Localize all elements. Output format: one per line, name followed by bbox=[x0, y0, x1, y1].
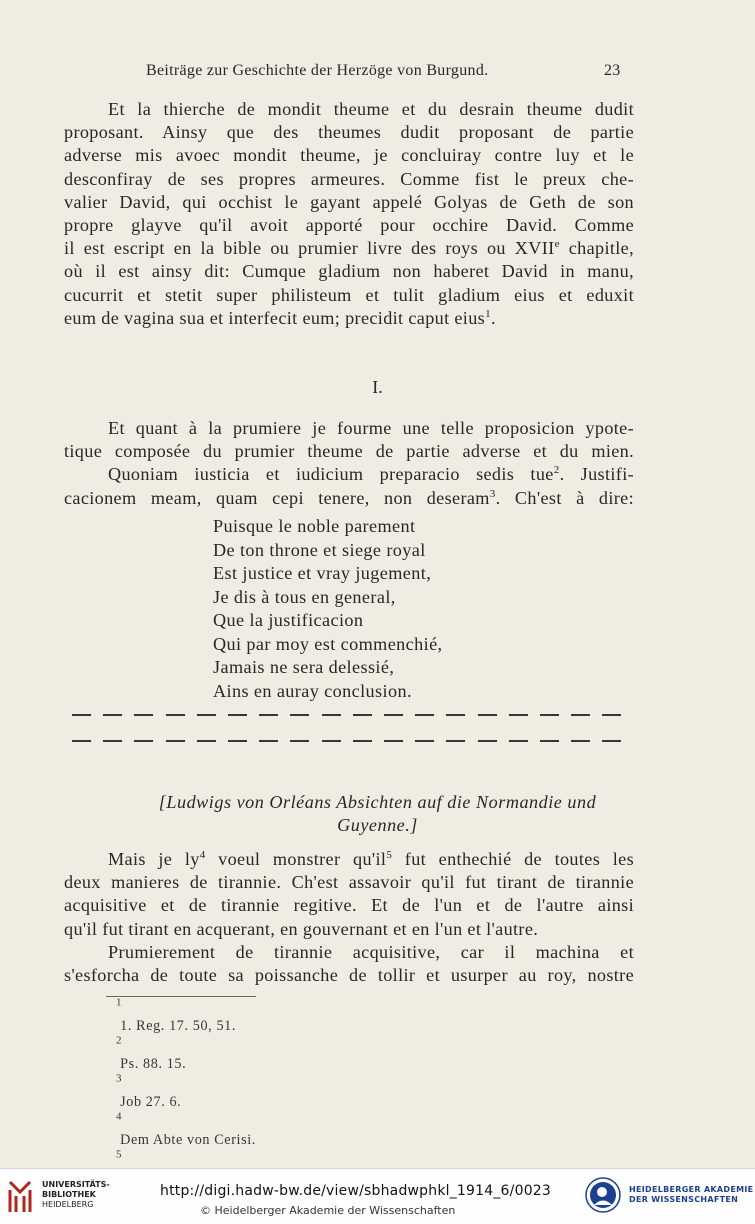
dash-mark bbox=[478, 714, 497, 716]
academy-name: HEIDELBERGER AKADEMIE DER WISSENSCHAFTEN bbox=[629, 1185, 754, 1204]
dash-mark bbox=[322, 714, 341, 716]
dash-mark bbox=[166, 740, 185, 742]
text-line: desconfiray de ses propres armeures. Comme fist le preux che- bbox=[64, 168, 634, 189]
copyright-notice: © Heidelberger Akademie der Wissenschaften bbox=[200, 1204, 456, 1217]
page-number: 23 bbox=[604, 62, 621, 79]
footnote-marker: 5 bbox=[116, 1148, 123, 1161]
text-line: qu'il fut tirant en acquerant, en gouvernant et en l'un et l'autre. bbox=[64, 918, 539, 939]
text-line: valier David, qui occhist le gayant appelé Golyas de Geth de son bbox=[64, 191, 634, 212]
footnote-marker: 3 bbox=[489, 487, 496, 500]
text-line: Et la thierche de mondit theume et du desrain theume dudit bbox=[108, 99, 634, 119]
paragraph-2 bbox=[64, 417, 634, 510]
dash-mark bbox=[509, 740, 528, 742]
dash-mark bbox=[478, 740, 497, 742]
superscript: e bbox=[554, 238, 560, 251]
university-library-name: UNIVERSITÄTS- BIBLIOTHEK HEIDELBERG bbox=[42, 1180, 110, 1209]
footnote-marker: 2 bbox=[553, 464, 560, 477]
permalink-url[interactable]: http://digi.hadw-bw.de/view/sbhadwphkl_1914_6/0023 bbox=[160, 1183, 552, 1199]
text-line: Quoniam iusticia et iudicium preparacio sedis tue$^2$. Justifi- bbox=[108, 464, 634, 485]
text-line: eum de vagina sua et interfecit eum; precidit caput eius$^1$. bbox=[64, 307, 496, 328]
dash-mark bbox=[384, 714, 403, 716]
footnote-text: Ps. 88. 15. bbox=[116, 1056, 199, 1072]
footnote-line bbox=[116, 998, 268, 1112]
text-line: acquisitive et de tirannie regitive. Et de l'un et de l'autre ainsi bbox=[64, 895, 634, 916]
footnote-marker: 2 bbox=[116, 1034, 123, 1047]
verse-line: Que la justificacion bbox=[213, 610, 364, 630]
verse-line: Qui par moy est commenchié, bbox=[213, 633, 443, 654]
dash-mark bbox=[571, 714, 590, 716]
verse-line: Puisque le noble parement bbox=[213, 516, 416, 536]
verse-line: Jamais ne sera delessié, bbox=[213, 657, 395, 677]
footnote-text: 1. Reg. 17. 50, 51. bbox=[116, 1018, 249, 1034]
dash-mark bbox=[415, 740, 434, 742]
omission-dashes bbox=[72, 740, 632, 742]
dash-mark bbox=[134, 740, 153, 742]
dash-mark bbox=[166, 714, 185, 716]
dash-mark bbox=[228, 740, 247, 742]
university-library-logo-icon bbox=[6, 1178, 34, 1216]
viewer-footer bbox=[0, 1168, 755, 1224]
dash-mark bbox=[415, 714, 434, 716]
dash-mark bbox=[322, 740, 341, 742]
dash-mark bbox=[290, 714, 309, 716]
text-line: proposant. Ainsy que des theumes dudit proposant de partie bbox=[64, 122, 634, 143]
dash-mark bbox=[134, 714, 153, 716]
section-numeral: I. bbox=[372, 377, 383, 397]
dash-mark bbox=[290, 740, 309, 742]
dash-mark bbox=[540, 714, 559, 716]
text-line: s'esforcha de toute sa poissanche de tollir et usurper au roy, nostre bbox=[64, 964, 634, 985]
omission-dashes bbox=[72, 714, 632, 716]
text-line: propre glayve qu'il avoit apporté pour occhire David. Comme bbox=[64, 214, 634, 235]
dash-mark bbox=[197, 714, 216, 716]
dash-mark bbox=[72, 740, 91, 742]
text-line: où il est ainsy dit: Cumque gladium non haberet David in manu, bbox=[64, 261, 634, 282]
dash-mark bbox=[571, 740, 590, 742]
footnote-text: Job 27. 6. bbox=[116, 1094, 182, 1110]
footnote-marker: 1 bbox=[485, 307, 491, 320]
verse-block bbox=[213, 515, 443, 703]
text-line: Mais je $ly^4$ voeul monstrer $qu'il^5$ fut enthechié de toutes les bbox=[108, 848, 634, 869]
dash-mark bbox=[602, 740, 621, 742]
heading-line: Guyenne.] bbox=[337, 815, 418, 835]
heading-line: [Ludwigs von Orléans Absichten auf die Normandie und bbox=[158, 792, 597, 812]
dash-mark bbox=[228, 714, 247, 716]
dash-mark bbox=[103, 714, 122, 716]
dash-mark bbox=[446, 714, 465, 716]
dash-mark bbox=[259, 740, 278, 742]
footnote-marker: 1 bbox=[116, 996, 123, 1009]
running-title: Beiträge zur Geschichte der Herzöge von Burgund. bbox=[146, 62, 489, 79]
text-line: Prumierement de tirannie acquisitive, car il machina et bbox=[108, 941, 634, 962]
text-line: Et quant à la prumiere je fourme une telle proposicion ypote- bbox=[108, 418, 634, 438]
verse-line: Je dis à tous en general, bbox=[213, 586, 396, 607]
dash-mark bbox=[509, 714, 528, 716]
paragraph-1 bbox=[64, 98, 634, 330]
text-line: deux manieres de tirannie. Ch'est assavoir qu'il fut tirant de tirannie bbox=[64, 872, 634, 893]
dash-mark bbox=[446, 740, 465, 742]
dash-mark bbox=[197, 740, 216, 742]
dash-mark bbox=[353, 714, 372, 716]
verse-line: De ton throne et siege royal bbox=[213, 539, 426, 560]
footnote-text: Dem Abte von Cerisi. bbox=[116, 1132, 269, 1148]
dash-mark bbox=[103, 740, 122, 742]
academy-seal-icon bbox=[585, 1177, 621, 1213]
dash-mark bbox=[353, 740, 372, 742]
dash-mark bbox=[540, 740, 559, 742]
footnote-rule bbox=[106, 996, 256, 997]
text-line: adverse mis avoec mondit theume, je concluiray contre luy et le bbox=[64, 145, 634, 166]
text-line: cacionem meam, quam cepi tenere, non deseram$^3$. Ch'est à dire: bbox=[64, 487, 634, 508]
footnote-marker: 3 bbox=[116, 1072, 123, 1085]
dash-mark bbox=[72, 714, 91, 716]
dash-mark bbox=[384, 740, 403, 742]
footnote-marker: 4 bbox=[116, 1110, 123, 1123]
footnote-marker: 4 bbox=[199, 848, 206, 861]
dash-mark bbox=[602, 714, 621, 716]
dash-mark bbox=[259, 714, 278, 716]
text-line: cucurrit et stetit super philisteum et tulit gladium eius et eduxit bbox=[64, 284, 634, 305]
section-heading bbox=[0, 791, 755, 837]
text-line: tique composée du prumier theume de partie adverse et du mien. bbox=[64, 441, 634, 462]
verse-line: Est justice et vray jugement, bbox=[213, 563, 432, 583]
footnote-marker: 5 bbox=[386, 848, 393, 861]
verse-line: Ains en auray conclusion. bbox=[213, 680, 412, 701]
footnotes bbox=[116, 998, 268, 1188]
paragraph-4 bbox=[64, 848, 634, 987]
running-header bbox=[0, 62, 755, 86]
text-line: il est escript en la bible ou prumier livre des roys ou XVIIe chapitle, bbox=[64, 238, 634, 259]
